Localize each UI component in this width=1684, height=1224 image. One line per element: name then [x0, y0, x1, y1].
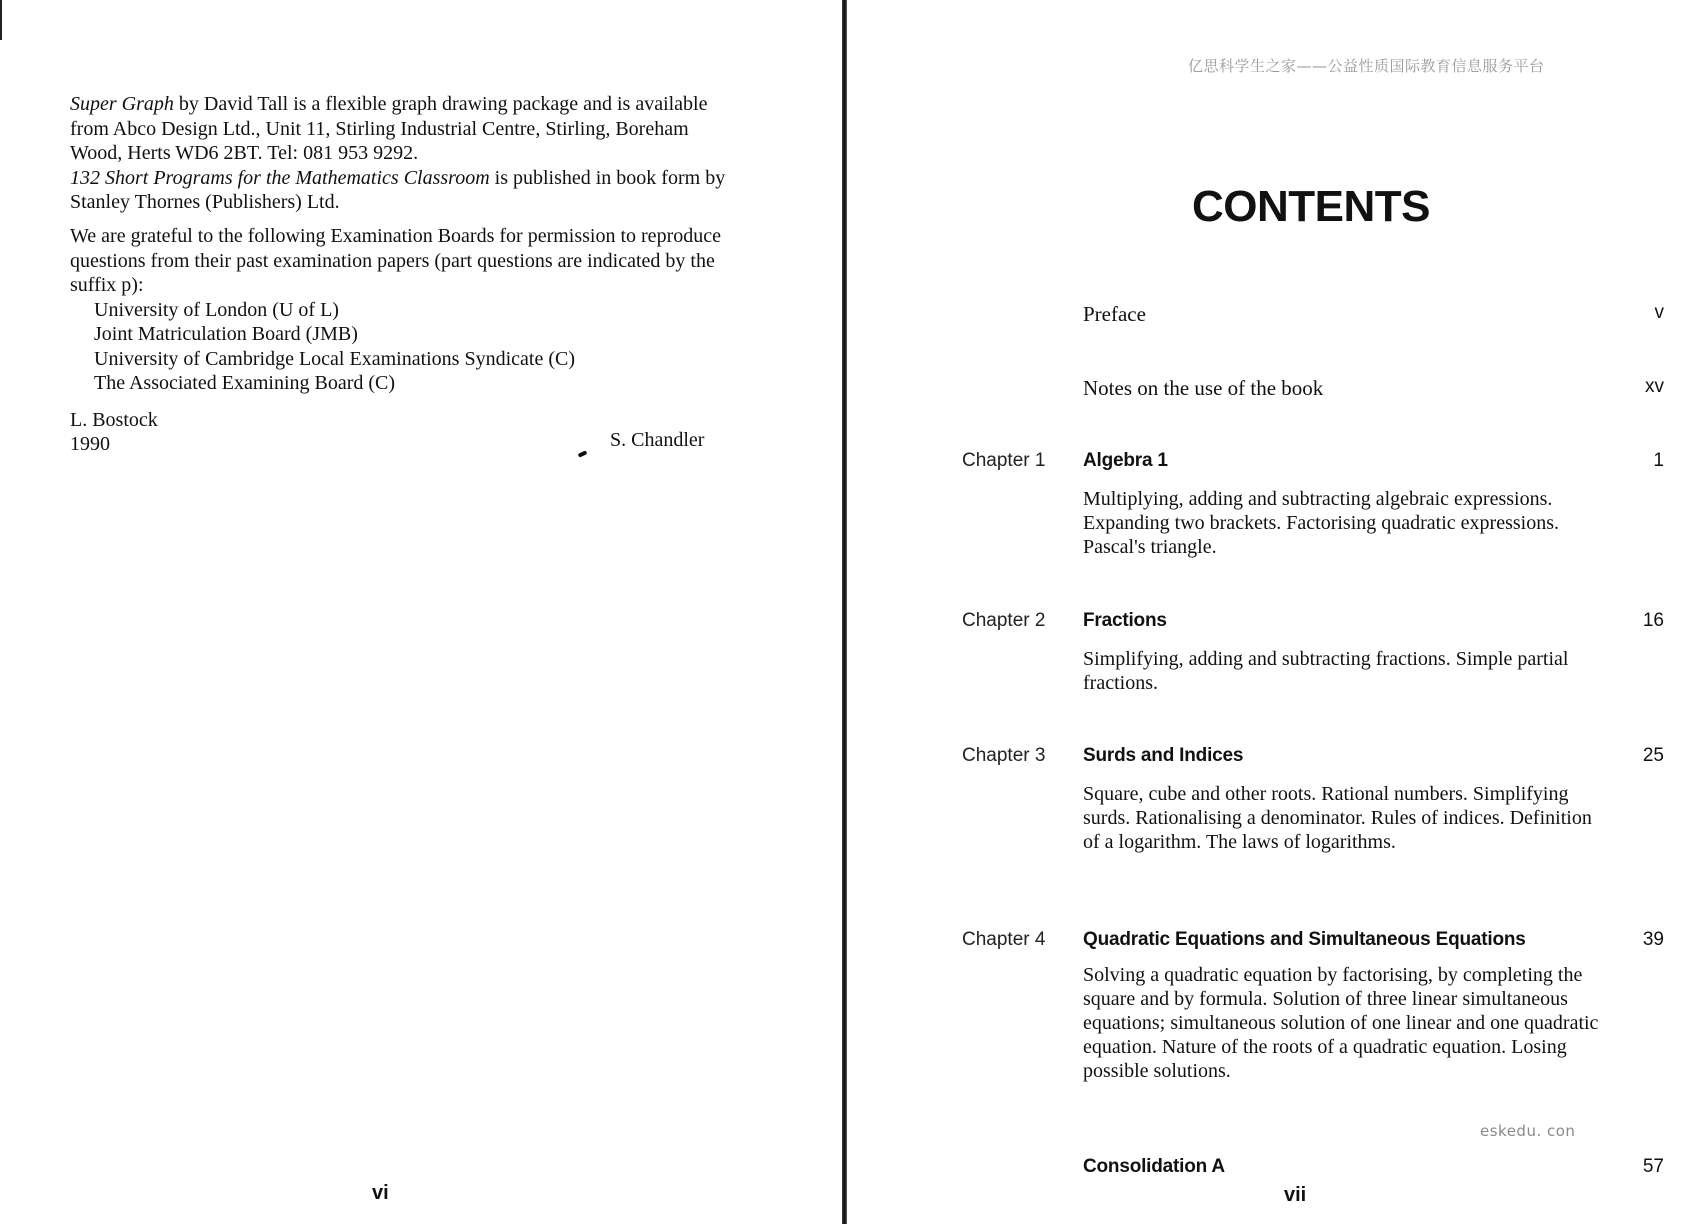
exam-board-list	[70, 298, 730, 396]
author-chandler: S. Chandler	[610, 429, 705, 451]
super-graph-credit	[70, 92, 730, 166]
super-graph-text: by David Tall is a flexible graph drawing package and is available from Abco Design Ltd., Unit 11, Stirling Industrial Centre, Stirling, Boreham Wood, Herts WD6 2BT. Tel: 081 953 9292.	[70, 93, 708, 164]
book-spine	[842, 0, 847, 1224]
toc-entry-title: Algebra 1	[1083, 450, 1168, 471]
toc-page-number: 16	[1642, 610, 1664, 631]
toc-chapter-label: Chapter 3	[962, 745, 1046, 766]
toc-entry-title: Fractions	[1083, 610, 1167, 631]
programs-title: 132 Short Programs for the Mathematics Classroom	[70, 166, 490, 189]
toc-entry-description: Multiplying, adding and subtracting algebraic expressions. Expanding two brackets. Factorising quadratic expressions. Pascal's triangle.	[1083, 488, 1559, 558]
exam-board-item: Joint Matriculation Board (JMB)	[94, 323, 358, 345]
exam-board-item: The Associated Examining Board (C)	[94, 372, 396, 394]
acknowledgement-intro: We are grateful to the following Examination Boards for permission to reproduce questions from their past examination papers (part questions are indicated by the suffix p):	[70, 225, 721, 296]
programs-credit	[70, 166, 730, 215]
programs-text: is published in book form by Stanley Thornes (Publishers) Ltd.	[70, 166, 726, 213]
signature-left	[70, 408, 158, 456]
toc-page-number: 25	[1642, 745, 1664, 766]
publication-year: 1990	[70, 433, 110, 455]
toc-page-number: 1	[1653, 450, 1664, 471]
toc-chapter-label: Chapter 1	[962, 450, 1046, 471]
page-number-left: vi	[372, 1182, 389, 1204]
watermark-top: 亿思科学生之家——公益性质国际教育信息服务平台	[1188, 57, 1545, 75]
toc-page-number: v	[1654, 302, 1664, 323]
toc-entry-title: Quadratic Equations and Simultaneous Equations	[1083, 929, 1526, 950]
toc-entry-description: Solving a quadratic equation by factorising, by completing the square and by formula. Solution of three linear simultaneous equations; simultaneous solution of one linear and one quadratic equation. Nature of the roots of a quadratic equation. Losing possible solutions.	[1083, 964, 1599, 1082]
page-number-right: vii	[1284, 1184, 1307, 1206]
toc-page-number: 57	[1642, 1156, 1664, 1177]
toc-chapter-label: Chapter 2	[962, 610, 1046, 631]
watermark-bottom: eskedu. con	[1480, 1122, 1576, 1140]
toc-entry-description: Square, cube and other roots. Rational numbers. Simplifying surds. Rationalising a denominator. Rules of indices. Definition of a logarithm. The laws of logarithms.	[1083, 783, 1592, 853]
toc-chapter-label: Chapter 4	[962, 929, 1046, 950]
right-page	[850, 0, 1684, 1224]
acknowledgement-block	[70, 224, 730, 396]
toc-page-number: 39	[1642, 929, 1664, 950]
credits-block	[70, 92, 730, 215]
toc-page-number: xv	[1645, 376, 1664, 397]
page-title: CONTENTS	[1192, 182, 1430, 231]
exam-board-item: University of London (U of L)	[94, 298, 339, 321]
exam-board-item: University of Cambridge Local Examinations Syndicate (C)	[94, 347, 575, 370]
toc-entry-title: Notes on the use of the book	[1083, 376, 1324, 400]
toc-entry-title: Consolidation A	[1083, 1156, 1225, 1177]
super-graph-title: Super Graph	[70, 93, 174, 115]
toc-entry-title: Surds and Indices	[1083, 745, 1244, 766]
toc-entry-description: Simplifying, adding and subtracting fractions. Simple partial fractions.	[1083, 648, 1569, 694]
scan-speck	[578, 450, 588, 457]
author-bostock: L. Bostock	[70, 409, 158, 431]
left-page	[0, 0, 840, 1224]
toc-entry-title: Preface	[1083, 302, 1146, 326]
